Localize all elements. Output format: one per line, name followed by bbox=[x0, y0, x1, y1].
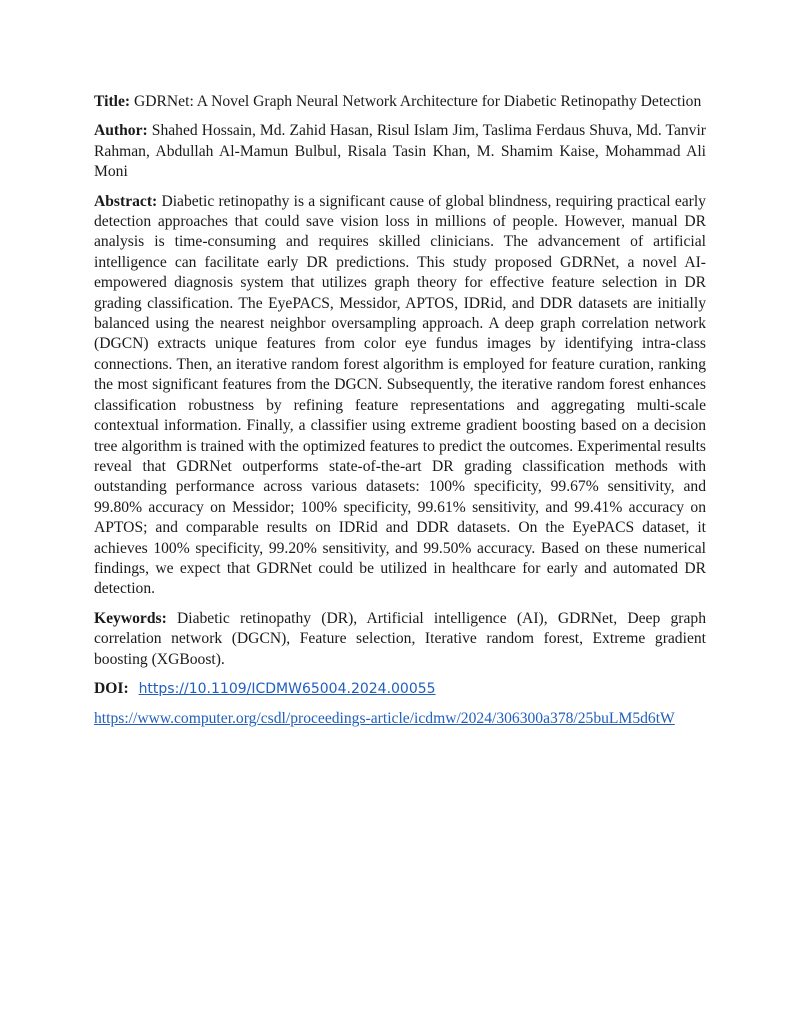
author-list: Shahed Hossain, Md. Zahid Hasan, Risul Islam Jim, Taslima Ferdaus Shuva, Md. Tanvir Rahman, Abdullah Al-Mamun Bulbul, Risala Tasin Khan, M. Shamim Kaise, Mohammad Ali Moni bbox=[94, 122, 706, 181]
url-paragraph bbox=[94, 709, 706, 729]
paper-title: GDRNet: A Novel Graph Neural Network Architecture for Diabetic Retinopathy Detection bbox=[134, 93, 702, 110]
keywords-label: Keywords: bbox=[94, 609, 167, 627]
keywords-text: Diabetic retinopathy (DR), Artificial intelligence (AI), GDRNet, Deep graph correlation network (DGCN), Feature selection, Iterative random forest, Extreme gradient boosting (XGBoost). bbox=[94, 609, 706, 668]
abstract-label: Abstract: bbox=[94, 192, 158, 210]
author-label: Author: bbox=[94, 122, 148, 140]
doi-label: DOI: bbox=[94, 679, 129, 697]
author-paragraph bbox=[94, 121, 706, 182]
document-page bbox=[94, 92, 706, 739]
title-paragraph bbox=[94, 92, 706, 112]
doi-link[interactable]: https://10.1109/ICDMW65004.2024.00055 bbox=[138, 680, 436, 697]
title-label: Title: bbox=[94, 93, 131, 110]
abstract-paragraph bbox=[94, 192, 706, 600]
proceedings-url-link[interactable]: https://www.computer.org/csdl/proceedings-article/icdmw/2024/306300a378/25buLM5d6tW bbox=[94, 710, 675, 728]
keywords-paragraph bbox=[94, 609, 706, 670]
doi-paragraph bbox=[94, 679, 706, 699]
abstract-text: Diabetic retinopathy is a significant cause of global blindness, requiring practical early detection approaches that could save vision loss in millions of people. However, manual DR analysis is time-consuming and requires skilled clinicians. The advancement of artificial intelligence can facilitate early DR predictions. This study proposed GDRNet, a novel AI-empowered diagnosis system that utilizes graph theory for effective feature selection in DR grading classification. The EyePACS, Messidor, APTOS, IDRid, and DDR datasets are initially balanced using the nearest neighbor oversampling approach. A deep graph correlation network (DGCN) extracts unique features from color eye fundus images by identifying intra-class connections. Then, an iterative random forest algorithm is employed for feature curation, ranking the most significant features from the DGCN. Subsequently, the iterative random forest enhances classification robustness by refining feature representations and aggregating multi-scale contextual information. Finally, a classifier using extreme gradient boosting based on a decision tree algorithm is trained with the optimized features to predict the outcomes. Experimental results reveal that GDRNet outperforms state-of-the-art DR grading classification methods with outstanding performance across various datasets: 100% specificity, 99.67% sensitivity, and 99.80% accuracy on Messidor; 100% specificity, 99.61% sensitivity, and 99.41% accuracy on APTOS; and comparable results on IDRid and DDR datasets. On the EyePACS dataset, it achieves 100% specificity, 99.20% sensitivity, and 99.50% accuracy. Based on these numerical findings, we expect that GDRNet could be utilized in healthcare for early and automated DR detection. bbox=[94, 192, 706, 598]
